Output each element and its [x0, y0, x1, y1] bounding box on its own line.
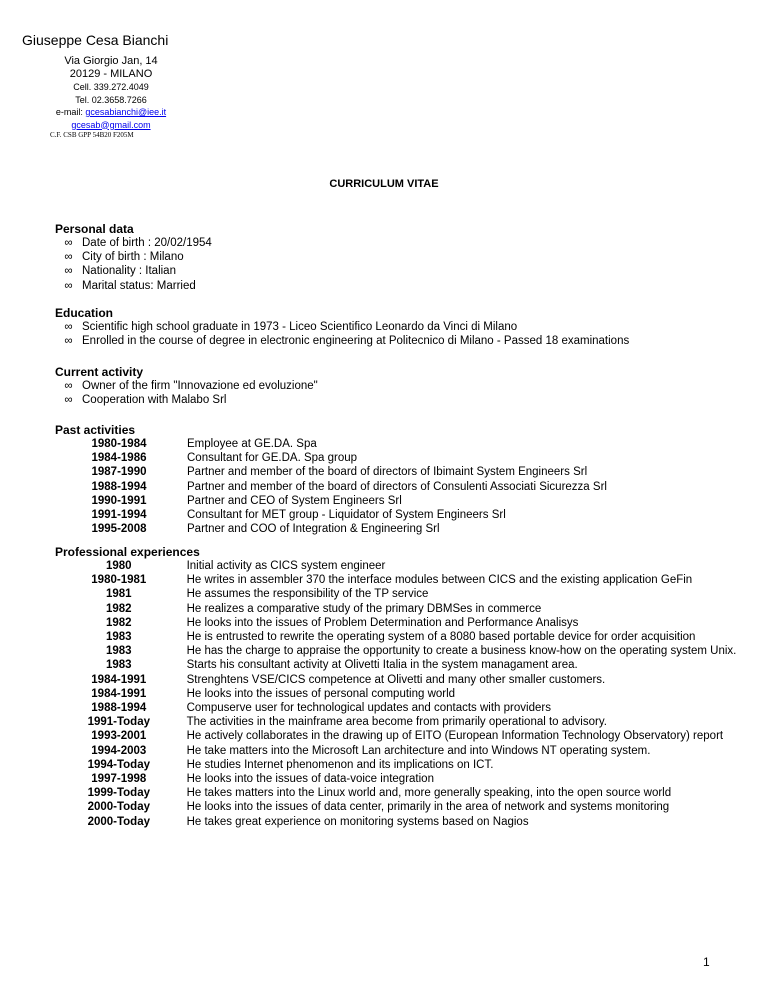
table-row [79, 644, 768, 658]
table-row [79, 451, 607, 465]
list-item-text: Cooperation with Malabo Srl [82, 394, 227, 407]
list-item-text: Scientific high school graduate in 1973 - Liceo Scientifico Leonardo da Vinci di Milano [82, 321, 518, 333]
bullet-icon: ∞ [64, 394, 73, 407]
row-years: 1984-1991 [91, 687, 147, 700]
row-years: 1994-2003 [91, 744, 147, 757]
row-years: 2000-Today [87, 815, 150, 828]
bullet-icon: ∞ [64, 265, 73, 278]
row-description: He assumes the responsibility of the TP service [186, 588, 429, 601]
list-item-text: Nationality : Italian [82, 265, 176, 278]
document-title: CURRICULUM VITAE [329, 178, 439, 190]
table-row [79, 673, 768, 687]
table-row [79, 522, 607, 536]
row-description: Consultant for MET group - Liquidator of System Engineers Srl [187, 509, 506, 522]
table-row [79, 744, 768, 758]
row-description: Partner and member of the board of directors of Ibimaint System Engineers Srl [187, 466, 588, 479]
row-description: He takes matters into the Linux world and, more generally speaking, into the open source world [186, 787, 672, 800]
table-row [79, 630, 768, 644]
bullet-icon: ∞ [64, 380, 73, 392]
list-item [55, 236, 212, 250]
table-row [79, 658, 768, 672]
cv-owner-name: Giuseppe Cesa Bianchi [22, 32, 169, 48]
row-description: Consultant for GE.DA. Spa group [187, 452, 358, 465]
row-years: 1980-1984 [91, 438, 147, 450]
row-description: Partner and member of the board of directors of Consulenti Associati Sicurezza Srl [187, 480, 607, 493]
row-years: 1991-Today [87, 716, 150, 729]
email-link-1[interactable]: gcesabianchi@iee.it [85, 107, 167, 117]
row-years: 1982 [105, 602, 132, 615]
row-years: 2000-Today [87, 801, 150, 814]
row-description: He looks into the issues of data center, primarily in the area of network and systems monitoring [186, 801, 670, 814]
bullet-icon: ∞ [64, 279, 73, 292]
row-description: He studies Internet phenomenon and its implications on ICT. [186, 758, 494, 771]
table-row [79, 602, 768, 616]
row-years: 1993-2001 [91, 730, 147, 743]
row-description: He has the charge to appraise the opportunity to create a business know-how on the operating system Unix. [186, 645, 737, 658]
row-description: Compuserve user for technological updates and contacts with providers [186, 702, 551, 715]
table-row [79, 508, 607, 522]
row-description: He actively collaborates in the drawing up of EITO (European Information Technology Observatory) report [186, 730, 724, 743]
telephone: Tel. 02.3658.7266 [75, 94, 147, 105]
list-item-text: Marital status: Married [82, 279, 196, 292]
table-row [79, 480, 607, 494]
section-heading: Current activity [55, 365, 144, 379]
row-years: 1981 [105, 588, 132, 601]
email-label: e-mail: [55, 107, 86, 117]
row-description: He writes in assembler 370 the interface modules between CICS and the existing application GeFin [186, 574, 693, 587]
city: 20129 - MILANO [69, 68, 153, 80]
list-item-text: City of birth : Milano [82, 251, 184, 264]
table-row [79, 587, 768, 601]
table-row [79, 800, 768, 814]
row-description: Initial activity as CICS system engineer [186, 560, 386, 572]
row-years: 1983 [105, 659, 132, 672]
list-item [55, 279, 212, 293]
list-item [55, 264, 212, 278]
bullet-icon: ∞ [64, 237, 73, 249]
bullet-icon: ∞ [64, 251, 73, 264]
bullet-list [55, 379, 318, 407]
row-years: 1997-1998 [91, 773, 147, 786]
list-item-text: Date of birth : 20/02/1954 [82, 237, 212, 249]
list-item-text: Owner of the firm "Innovazione ed evoluzione" [82, 380, 318, 392]
bullet-icon: ∞ [64, 321, 73, 333]
table-row [79, 616, 768, 630]
row-description: The activities in the mainframe area become from primarily operational to advisory. [186, 716, 607, 729]
address-block [30, 55, 192, 131]
row-description: He looks into the issues of Problem Determination and Performance Analisys [186, 616, 579, 629]
row-description: Strenghtens VSE/CICS competence at Olivetti and many other smaller customers. [186, 673, 606, 686]
row-description: He realizes a comparative study of the primary DBMSes in commerce [186, 602, 542, 615]
past-activities-table [79, 437, 607, 536]
table-row [79, 559, 768, 573]
row-years: 1982 [105, 616, 132, 629]
row-years: 1991-1994 [91, 509, 147, 522]
list-item [55, 320, 629, 334]
row-years: 1983 [105, 631, 132, 644]
table-row [79, 687, 768, 701]
table-row [79, 494, 607, 508]
email-line [30, 106, 192, 119]
row-years: 1990-1991 [91, 494, 147, 507]
email-link-2[interactable]: gcesab@gmail.com [71, 119, 151, 130]
table-row [79, 437, 607, 451]
section-heading: Past activities [55, 423, 136, 437]
row-years: 1995-2008 [91, 523, 147, 536]
list-item [55, 334, 629, 348]
experiences-table [79, 559, 768, 829]
table-row [79, 715, 768, 729]
row-years: 1984-1991 [91, 673, 147, 686]
row-description: He is entrusted to rewrite the operating system of a 8080 based portable device for order acquisition [186, 631, 696, 644]
row-description: Starts his consultant activity at Olivetti Italia in the system managament area. [186, 659, 578, 672]
list-item-text: Enrolled in the course of degree in electronic engineering at Politecnico di Milano - Passed 18 examinations [82, 335, 630, 348]
table-row [79, 786, 768, 800]
row-description: Partner and CEO of System Engineers Srl [187, 494, 402, 507]
list-item [55, 250, 212, 264]
email-line-2 [30, 119, 192, 132]
cell-phone: Cell. 339.272.4049 [73, 82, 149, 92]
list-item [55, 379, 318, 393]
table-row [79, 772, 768, 786]
row-years: 1994-Today [87, 758, 150, 771]
table-row [79, 758, 768, 772]
table-row [79, 701, 768, 715]
row-description: Employee at GE.DA. Spa [187, 438, 317, 450]
row-description: He take matters into the Microsoft Lan architecture and into Windows NT operating system. [186, 744, 651, 757]
fiscal-code: C.F. CSB GPP 54B20 F205M [50, 131, 134, 139]
current-activity-section [55, 365, 318, 407]
row-years: 1984-1986 [91, 452, 147, 465]
row-description: He looks into the issues of data-voice integration [186, 773, 434, 786]
row-years: 1988-1994 [91, 702, 147, 715]
table-row [79, 729, 768, 743]
past-activities-section [55, 423, 607, 536]
table-row [79, 815, 768, 829]
table-row [79, 573, 768, 587]
personal-data-section [55, 222, 212, 293]
row-description: He looks into the issues of personal computing world [186, 687, 456, 700]
row-years: 1980 [105, 560, 132, 572]
section-heading: Professional experiences [55, 545, 200, 559]
list-item [55, 393, 318, 407]
row-years: 1983 [105, 645, 132, 658]
row-description: He takes great experience on monitoring systems based on Nagios [186, 815, 529, 828]
row-years: 1980-1981 [91, 574, 147, 587]
row-years: 1988-1994 [91, 480, 147, 493]
row-years: 1999-Today [87, 787, 150, 800]
bullet-list [55, 320, 629, 348]
section-heading: Personal data [55, 222, 134, 236]
table-row [79, 465, 607, 479]
bullet-icon: ∞ [64, 335, 73, 348]
row-years: 1987-1990 [91, 466, 147, 479]
bullet-list [55, 236, 212, 293]
page-number: 1 [703, 955, 710, 969]
professional-experiences-section [55, 545, 768, 829]
education-section [55, 306, 629, 348]
section-heading: Education [55, 306, 114, 320]
street: Via Giorgio Jan, 14 [64, 55, 158, 67]
row-description: Partner and COO of Integration & Engineering Srl [187, 523, 440, 536]
